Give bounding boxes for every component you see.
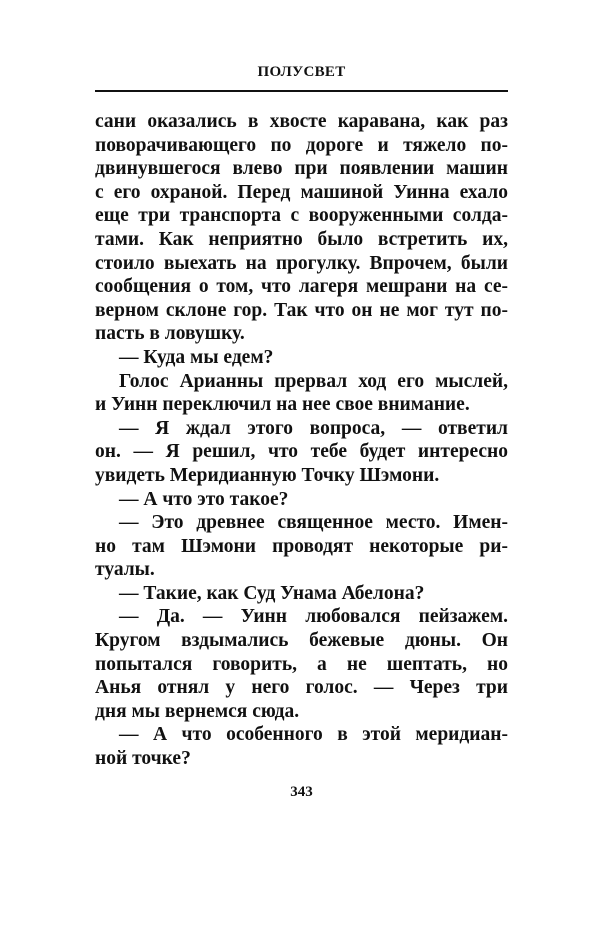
text-line: — Это древнее священное место. Имен- [119, 512, 508, 534]
text-line: — Куда мы едем? [119, 346, 274, 368]
text-line: Голос Арианны прервал ход его мыслей, [119, 370, 508, 392]
text-line: и Уинн переключил на нее свое внимание. [95, 394, 470, 416]
text-line: Анья отнял у него голос. — Через три [95, 677, 508, 699]
header-rule [95, 90, 508, 92]
text-line: сани оказались в хвосте каравана, как раз [95, 111, 508, 132]
text-line: но там Шэмони проводят некоторые ри- [95, 535, 508, 557]
text-line: ной точке? [95, 748, 191, 770]
text-line: верном склоне гор. Так что он не мог тут по- [95, 299, 508, 321]
text-line: тами. Как неприятно было встретить их, [95, 228, 508, 250]
text-line: увидеть Меридианную Точку Шэмони. [95, 464, 440, 486]
running-header: ПОЛУСВЕТ [257, 64, 346, 80]
text-line: — Да. — Уинн любовался пейзажем. [119, 606, 508, 628]
text-line: — А что особенного в этой меридиан- [119, 724, 508, 746]
text-line: — Я ждал этого вопроса, — ответил [119, 417, 508, 439]
text-line: двинувшегося влево при появлении машин [95, 158, 508, 180]
text-line: поворачивающего по дороге и тяжело по- [95, 134, 508, 156]
text-line: попытался говорить, а не шептать, но [95, 653, 508, 675]
text-line: туалы. [95, 559, 155, 581]
text-line: дня мы вернемся сюда. [95, 700, 300, 722]
page-number: 343 [290, 784, 313, 800]
text-line: пасть в ловушку. [95, 323, 245, 345]
text-line: — А что это такое? [119, 488, 289, 510]
text-line: сообщения о том, что лагеря мешрани на се- [95, 276, 508, 298]
text-line: он. — Я решил, что тебе будет интересно [95, 441, 508, 463]
page-body-text [95, 110, 508, 771]
text-line: стоило выехать на прогулку. Впрочем, были [95, 252, 508, 274]
text-line: еще три транспорта с вооруженными солда- [95, 205, 508, 227]
text-line: Кругом вздымались бежевые дюны. Он [95, 630, 508, 652]
text-line: с его охраной. Перед машиной Уинна ехало [95, 181, 508, 203]
text-line: — Такие, как Суд Унама Абелона? [119, 582, 425, 604]
